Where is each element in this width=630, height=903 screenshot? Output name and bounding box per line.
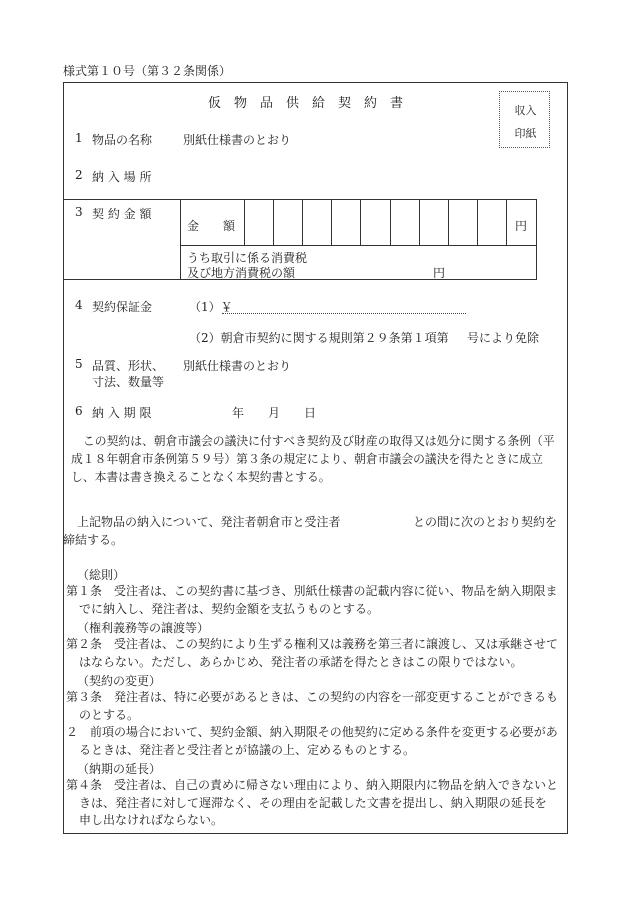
item-6-number: 6 bbox=[75, 404, 83, 418]
stamp-label-1: 収入 bbox=[514, 104, 537, 117]
item-3-label: 契 約 金 額 bbox=[92, 207, 152, 221]
delivery-day: 日 bbox=[304, 406, 317, 420]
form-label: 様式第１０号（第３２条関係） bbox=[63, 64, 232, 78]
amount-box-right bbox=[536, 199, 537, 280]
article-1-heading: （総則） bbox=[77, 568, 126, 582]
agreement-sentence-c: 締結する。 bbox=[63, 533, 124, 547]
item-1-number: 1 bbox=[75, 131, 83, 145]
digit-cell-line bbox=[419, 199, 420, 246]
article-4-text: 第４条 受注者は、自己の責めに帰さない理由により、納入期限内に物品を納入できないときは、発注者に対して遅滞なく、その理由を記載した文書を提出し、納入期限の延長を申し出なければならない。 bbox=[66, 778, 559, 827]
digit-cell-line bbox=[360, 199, 361, 246]
item-2-number: 2 bbox=[75, 168, 83, 182]
digit-cell-line bbox=[331, 199, 332, 246]
digit-cell-line bbox=[302, 199, 303, 246]
digit-cell-line bbox=[477, 199, 478, 246]
stamp-label-2: 印紙 bbox=[514, 127, 537, 140]
article-3-paragraph-2: ２ 前項の場合において、契約金額、納入期限その他契約に定める条件を変更する必要があるときは、発注者と受注者とが協議の上、定めるものとする。 bbox=[66, 725, 558, 757]
amount-yen-unit: 円 bbox=[515, 219, 528, 233]
amount-box-divider bbox=[180, 199, 181, 280]
item-2-label: 納 入 場 所 bbox=[92, 170, 152, 184]
item-5-value: 別紙仕様書のとおり bbox=[183, 359, 292, 373]
digit-cell-line bbox=[273, 199, 274, 246]
establishment-clause: この契約は、朝倉市議会の議決に付すべき契約及び財産の取得又は処分に関する条例（平成１８年朝倉市条例第５９号）第３条の規定により、朝倉市議会の議決を得たときに成立し、本書は書き換えることなく本契約書とする。 bbox=[71, 434, 555, 484]
item-5-number: 5 bbox=[75, 357, 83, 371]
item-1-label: 物品の名称 bbox=[92, 133, 153, 147]
article-3-text: 第３条 発注者は、特に必要があるときは、この契約の内容を一部変更することができるものとする。 bbox=[66, 690, 559, 722]
tax-label-line-2: 及び地方消費税の額 bbox=[187, 266, 296, 280]
article-2-heading: （権利義務等の譲渡等） bbox=[77, 621, 210, 635]
tax-yen-unit: 円 bbox=[433, 266, 446, 280]
agreement-sentence-b: との間に次のとおり契約を bbox=[413, 515, 558, 529]
digit-cell-line bbox=[244, 199, 245, 246]
article-2-text: 第２条 受注者は、この契約により生ずる権利又は義務を第三者に譲渡し、又は承継させてはならない。ただし、あらかじめ、発注者の承諾を得たときはこの限りではない。 bbox=[66, 637, 559, 669]
item-5-label-1: 品質、形状、 bbox=[92, 359, 165, 373]
tax-label-line-1: うち取引に係る消費税 bbox=[187, 251, 308, 265]
guarantee-option-2-b: 号により免除 bbox=[467, 331, 540, 345]
article-1-text: 第１条 受注者は、この契約書に基づき、別紙仕様書の記載内容に従い、物品を納入期限までに納入し、発注者は、契約金額を支払うものとする。 bbox=[66, 584, 558, 616]
article-3-heading: （契約の変更） bbox=[77, 674, 162, 688]
digit-cell-line bbox=[448, 199, 449, 246]
item-4-number: 4 bbox=[75, 298, 83, 312]
item-5-label-2: 寸法、数量等 bbox=[92, 375, 165, 389]
item-6-label: 納 入 期 限 bbox=[92, 406, 152, 420]
agreement-sentence-a: 上記物品の納入について、発注者朝倉市と受注者 bbox=[77, 515, 341, 529]
item-3-number: 3 bbox=[75, 205, 83, 219]
amount-box-bottom bbox=[63, 279, 537, 280]
digit-cell-line bbox=[390, 199, 391, 246]
article-4-heading: （納期の延長） bbox=[77, 762, 162, 776]
document-title: 仮 物 品 供 給 契 約 書 bbox=[208, 96, 404, 111]
guarantee-option-1: （1）￥ bbox=[189, 300, 233, 314]
delivery-year: 年 bbox=[232, 406, 245, 420]
guarantee-option-2-a: （2）朝倉市契約に関する規則第２９条第１項第 bbox=[189, 331, 449, 345]
guarantee-amount-line bbox=[222, 313, 466, 314]
delivery-month: 月 bbox=[268, 406, 281, 420]
amount-label: 金 額 bbox=[187, 219, 236, 233]
item-4-label: 契約保証金 bbox=[92, 300, 153, 314]
amount-box-top bbox=[63, 199, 537, 200]
revenue-stamp-box bbox=[499, 91, 550, 148]
item-1-value: 別紙仕様書のとおり bbox=[183, 133, 292, 147]
digit-cell-line bbox=[506, 199, 507, 246]
amount-row-divider bbox=[180, 245, 537, 246]
